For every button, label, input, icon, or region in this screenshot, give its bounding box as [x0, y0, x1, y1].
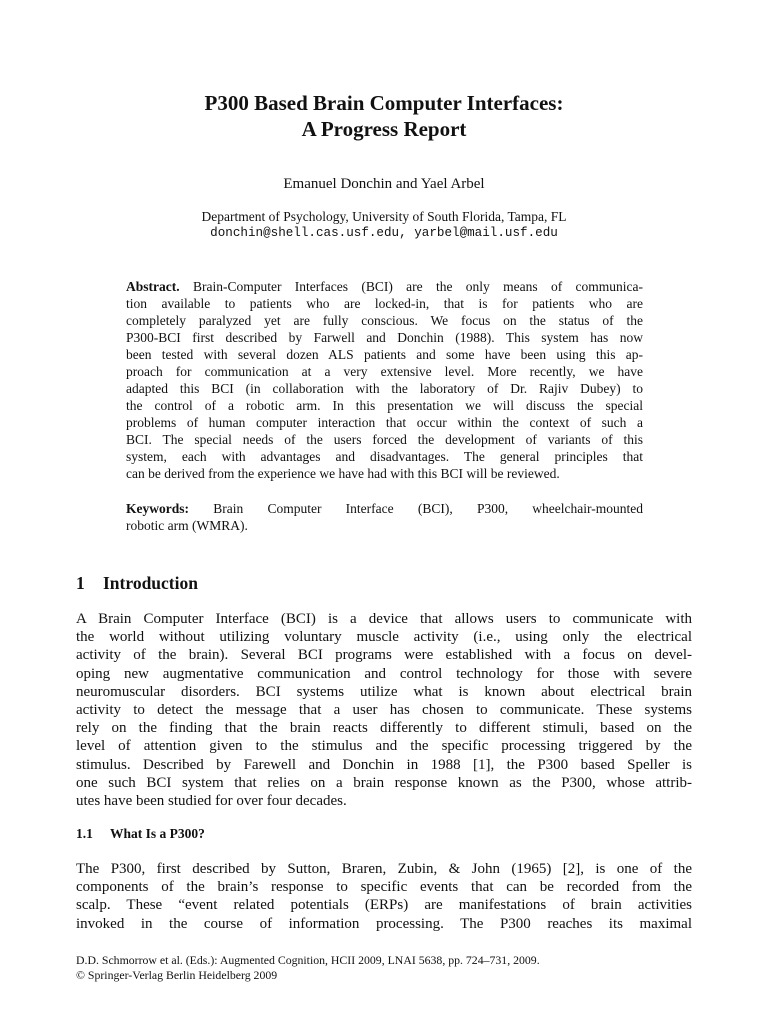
- paragraph-line: utes have been studied for over four decades.: [76, 793, 347, 810]
- abstract-line: P300-BCI first described by Farwell and Donchin (1988). This system has now: [126, 330, 643, 345]
- abstract-line: [126, 278, 643, 295]
- abstract-line: adapted this BCI (in collaboration with the laboratory of Dr. Rajiv Dubey) to: [126, 381, 643, 396]
- keywords: [126, 500, 643, 534]
- author-emails: donchin@shell.cas.usf.edu, yarbel@mail.usf.edu: [210, 226, 558, 240]
- subsection-heading-what-is-p300: [76, 826, 205, 842]
- footer-citation: D.D. Schmorrow et al. (Eds.): Augmented Cognition, HCII 2009, LNAI 5638, pp. 724–731, 2009.: [76, 953, 540, 967]
- section-heading-introduction: [76, 573, 198, 594]
- abstract: [126, 278, 643, 482]
- paragraph-line: rely on the finding that the brain reacts differently to different stimuli, based on the: [76, 720, 692, 737]
- abstract-line: BCI. The special needs of the users forced the development of variants of this: [126, 432, 643, 447]
- paragraph-line: the world without utilizing voluntary muscle activity (i.e., using only the electrical: [76, 629, 692, 646]
- abstract-line: system, each with advantages and disadvantages. The general principles that: [126, 449, 643, 464]
- abstract-line: tion available to patients who are locked-in, that is for patients who are: [126, 296, 643, 311]
- footer-copyright: © Springer-Verlag Berlin Heidelberg 2009: [76, 968, 278, 982]
- paper-title-line-1: P300 Based Brain Computer Interfaces:: [204, 91, 564, 115]
- subsection-number: 1.1: [76, 826, 93, 841]
- abstract-line: can be derived from the experience we have had with this BCI will be reviewed.: [126, 466, 560, 481]
- paragraph-line: activity of the brain). Several BCI programs were established with a focus on devel-: [76, 647, 692, 664]
- paragraph-line: invoked in the course of information processing. The P300 reaches its maximal: [76, 915, 692, 932]
- paragraph-line: one such BCI system that relies on a brain response known as the P300, whose attrib-: [76, 774, 692, 791]
- keywords-text: Brain Computer Interface (BCI), P300, wheelchair-mounted: [213, 501, 643, 516]
- keywords-line: robotic arm (WMRA).: [126, 518, 248, 533]
- keywords-label: Keywords:: [126, 501, 189, 516]
- paragraph-line: A Brain Computer Interface (BCI) is a device that allows users to communicate with: [76, 611, 692, 627]
- abstract-line-text: Brain-Computer Interfaces (BCI) are the only means of communica-: [192, 279, 644, 294]
- footer: [76, 953, 696, 983]
- affiliation: Department of Psychology, University of South Florida, Tampa, FL: [201, 209, 567, 224]
- abstract-label: Abstract.: [126, 279, 180, 294]
- abstract-line: completely paralyzed yet are fully conscious. We focus on the status of the: [126, 313, 643, 328]
- paragraph-line: components of the brain’s response to specific events that can be recorded from the: [76, 879, 692, 896]
- paragraph-line: neuromuscular disorders. BCI systems utilize what is known about electrical brain: [76, 683, 692, 700]
- abstract-line: been tested with several dozen ALS patients and some have been using this ap-: [126, 347, 643, 362]
- paragraph-line: The P300, first described by Sutton, Braren, Zubin, & John (1965) [2], is one of the: [76, 861, 692, 877]
- paragraph-line: activity to detect the message that a user has chosen to communicate. These systems: [76, 702, 692, 719]
- abstract-line: problems of human computer interaction that occur within the context of such a: [126, 415, 643, 430]
- paragraph-line: scalp. These “event related potentials (ERPs) are manifestations of brain activities: [76, 897, 692, 914]
- abstract-line: proach for communication at a very extensive level. More recently, we have: [126, 364, 643, 379]
- paragraph-line: level of attention given to the stimulus and the specific processing triggered by the: [76, 738, 692, 755]
- paper-title-line-2: A Progress Report: [301, 117, 467, 141]
- paragraph-line: stimulus. Described by Farewell and Donchin in 1988 [1], the P300 based Speller is: [76, 756, 692, 773]
- introduction-paragraph: [76, 610, 692, 810]
- section-number: 1: [76, 573, 85, 593]
- section-title: Introduction: [103, 573, 198, 593]
- paragraph-line: oping new augmentative communication and control technology for those with severe: [76, 665, 692, 682]
- keywords-line: [126, 500, 643, 517]
- abstract-line: the control of a robotic arm. In this presentation we will discuss the special: [126, 398, 643, 413]
- subsection-title: What Is a P300?: [110, 826, 205, 841]
- authors: Emanuel Donchin and Yael Arbel: [283, 176, 485, 192]
- p300-paragraph: [76, 860, 692, 933]
